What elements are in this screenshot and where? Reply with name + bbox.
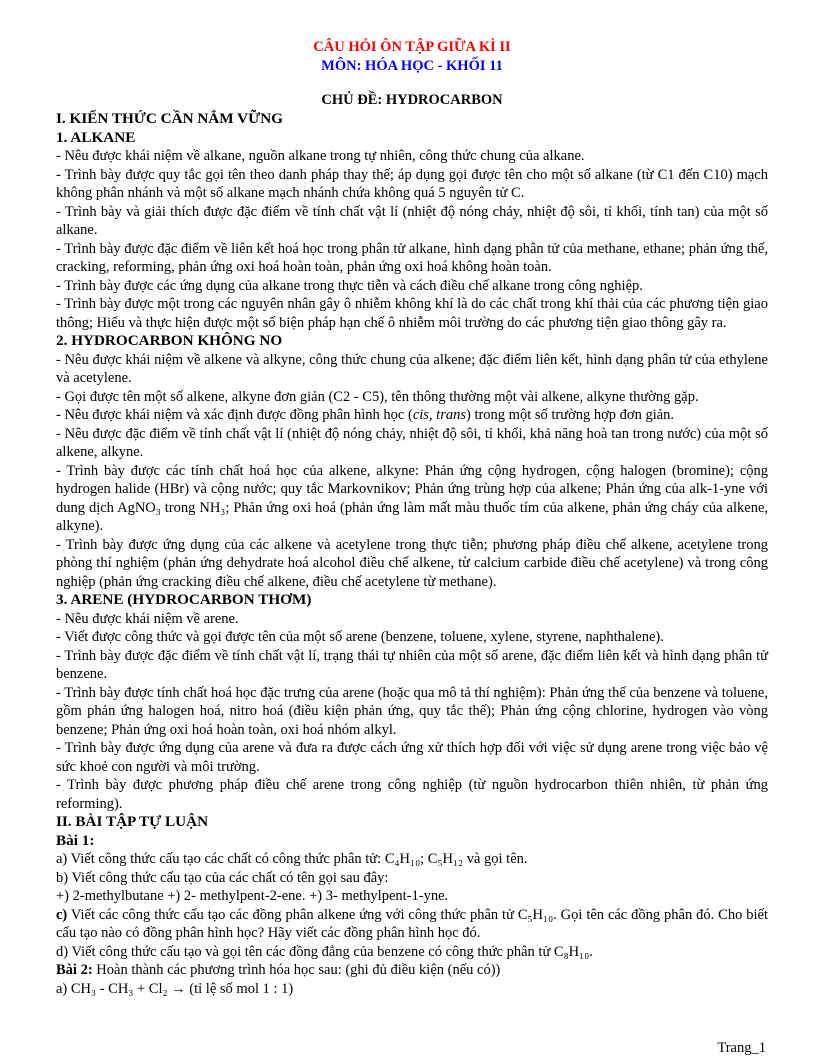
paragraph: - Trình bày và giải thích được đặc điểm về tính chất vật lí (nhiệt độ nóng chảy, nhiệt độ sôi, tỉ khối, tính tan) của một số alkane.	[56, 203, 768, 238]
exercise-item: Bài 2: Hoàn thành các phương trình hóa học sau: (ghi đủ điều kiện (nếu có))	[56, 962, 501, 978]
exercise-item: a) Viết công thức cấu tạo các chất có công thức phân tử: C₄H₁₀; C₅H₁₂ và gọi tên.	[56, 851, 528, 867]
section-heading-unsaturated: 2. HYDROCARBON KHÔNG NO	[56, 332, 283, 349]
paragraph: - Trình bày được ứng dụng của arene và đưa ra được cách ứng xử thích hợp đối với việc sử dụng arene trong việc bảo vệ sức khoẻ con người và môi trường.	[56, 740, 768, 775]
exercise-item: b) Viết công thức cấu tạo của các chất có tên gọi sau đây:	[56, 869, 389, 886]
paragraph: - Nêu được khái niệm và xác định được đồng phân hình học (cis, trans) trong một số trường hợp đơn giản.	[56, 407, 675, 423]
exercise-item: d) Viết công thức cấu tạo và gọi tên các đồng đẳng của benzene có công thức phân tử C₈H₁₀.	[56, 943, 593, 960]
exercise-item: c) Viết các công thức cấu tạo các đồng phân alkene ứng với công thức phân tử C₅H₁₀. Gọi tên các đồng phân đó. Cho biết cấu tạo nào có đồng phân hình học? Hãy viết các đồng phân hình học đó.	[56, 906, 768, 941]
paragraph: - Trình bày được tính chất hoá học đặc trưng của arene (hoặc qua mô tả thí nghiệm): Phản ứng thế của benzene và toluene, gồm phản ứng halogen hoá, nitro hoá (điều kiện phản ứng, quy tắc thế); Phản ứng cộng chlorine, hydrogen vào vòng benzene; Phản ứng oxi hoá hoàn toàn, oxi hoá nhóm alkyl.	[56, 684, 768, 738]
document-page	[56, 38, 768, 998]
page-number: Trang_1	[717, 1040, 766, 1056]
exercise-item: +) 2-methylbutane +) 2- methylpent-2-ene. +) 3- methylpent-1-yne.	[56, 888, 449, 904]
document-title: CÂU HỎI ÔN TẬP GIỮA KÌ II	[313, 39, 511, 55]
section-heading-arene: 3. ARENE (HYDROCARBON THƠM)	[56, 591, 312, 608]
exercise-item: a) CH₃ - CH₃ + Cl₂ → (tỉ lệ số mol 1 : 1)	[56, 980, 294, 997]
section-heading-knowledge: I. KIẾN THỨC CẦN NẮM VỮNG	[56, 110, 283, 127]
paragraph: - Trình bày được các ứng dụng của alkane trong thực tiễn và cách điều chế alkane trong công nghiệp.	[56, 277, 643, 294]
topic-heading: CHỦ ĐỀ: HYDROCARBON	[321, 92, 503, 108]
paragraph: - Trình bày được phương pháp điều chế arene trong công nghiệp (từ nguồn hydrocarbon thiên nhiên, từ phản ứng reforming).	[56, 777, 768, 812]
paragraph: - Nêu được khái niệm về arene.	[56, 610, 239, 627]
paragraph: - Trình bày được các tính chất hoá học của alkene, alkyne: Phản ứng cộng hydrogen, cộng halogen (bromine); cộng hydrogen halide (HBr) và cộng nước; quy tắc Markovnikov; Phản ứng trùng hợp của alkene; Phản ứng của alk-1-yne với dung dịch AgNO₃ trong NH₃; Phản ứng oxi hoá (phản ứng làm mất màu thuốc tím của alkene, phản ứng cháy của alkene, alkyne).	[56, 462, 768, 534]
section-heading-exercises: II. BÀI TẬP TỰ LUẬN	[56, 813, 209, 830]
paragraph: - Trình bày được quy tắc gọi tên theo danh pháp thay thế; áp dụng gọi được tên cho một số alkane (từ C1 đến C10) mạch không phân nhánh và một số alkane mạch nhánh chứa không quá 5 nguyên tử C.	[56, 166, 768, 201]
exercise-heading: Bài 1:	[56, 831, 95, 849]
document-subtitle: MÔN: HÓA HỌC - KHỐI 11	[321, 58, 503, 74]
paragraph: - Trình bày được đặc điểm về liên kết hoá học trong phân tử alkane, hình dạng phân tử của methane, ethane; phản ứng thế, cracking, reforming, phản ứng oxi hoá hoàn toàn, phản ứng oxi hoá không hoàn toàn.	[56, 240, 768, 275]
paragraph: - Nêu được khái niệm về alkene và alkyne, công thức chung của alkene; đặc điểm liên kết, hình dạng phân tử của ethylene và acetylene.	[56, 351, 768, 386]
paragraph: - Viết được công thức và gọi được tên của một số arene (benzene, toluene, xylene, styrene, naphthalene).	[56, 629, 664, 645]
paragraph: - Gọi được tên một số alkene, alkyne đơn giản (C2 - C5), tên thông thường một vài alkene, alkyne thường gặp.	[56, 388, 699, 405]
section-heading-alkane: 1. ALKANE	[56, 128, 136, 146]
paragraph: - Trình bày được đặc điểm về tính chất vật lí, trạng thái tự nhiên của một số arene, đặc điểm liên kết và hình dạng phân tử benzene.	[56, 647, 768, 682]
paragraph: - Trình bày được ứng dụng của các alkene và acetylene trong thực tiễn; phương pháp điều chế alkene, acetylene trong phòng thí nghiệm (phản ứng dehydrate hoá alcohol điều chế alkene, từ calcium carbide điều chế acetylene) và trong công nghiệp (phản ứng cracking điều chế alkene, điều chế acetylene từ methane).	[56, 536, 768, 590]
paragraph: - Nêu được đặc điểm về tính chất vật lí (nhiệt độ nóng chảy, nhiệt độ sôi, tỉ khối, khả năng hoà tan trong nước) của một số alkene, alkyne.	[56, 425, 768, 460]
paragraph: - Nêu được khái niệm về alkane, nguồn alkane trong tự nhiên, công thức chung của alkane.	[56, 148, 585, 164]
paragraph: - Trình bày được một trong các nguyên nhân gây ô nhiễm không khí là do các chất trong khí thải của các phương tiện giao thông; Hiểu và thực hiện được một số biện pháp hạn chế ô nhiễm môi trường do các phương tiện giao thông gây ra.	[56, 296, 768, 331]
